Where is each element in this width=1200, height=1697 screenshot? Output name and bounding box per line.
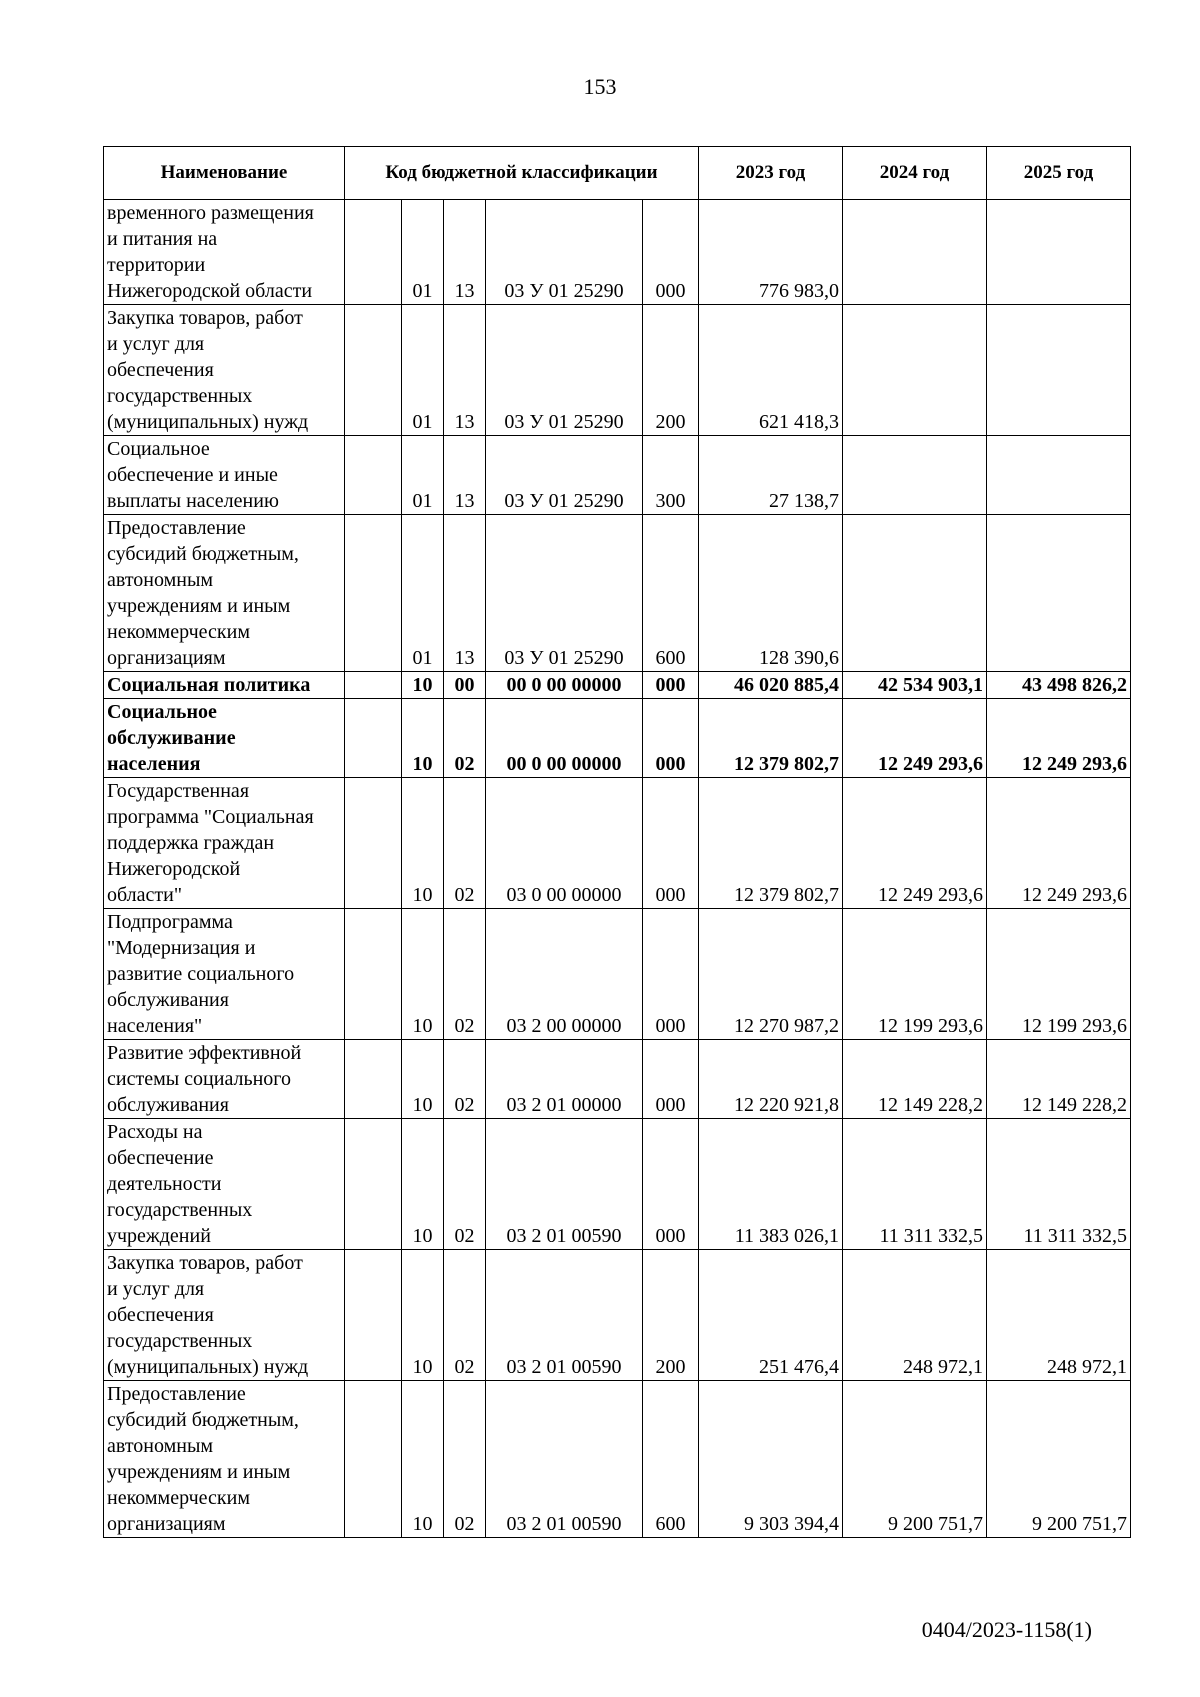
row-amount-2024: 9 200 751,7 bbox=[843, 1381, 987, 1538]
row-target-article: 03 2 01 00590 bbox=[486, 1119, 643, 1250]
table-row bbox=[104, 305, 1131, 436]
row-subsection: 13 bbox=[444, 200, 486, 305]
row-amount-2023: 12 379 802,7 bbox=[699, 778, 843, 909]
row-section: 10 bbox=[402, 909, 444, 1040]
row-section: 01 bbox=[402, 305, 444, 436]
row-empty-code bbox=[345, 200, 402, 305]
row-expense-type: 000 bbox=[643, 200, 699, 305]
row-expense-type: 000 bbox=[643, 1040, 699, 1119]
row-section: 01 bbox=[402, 515, 444, 672]
row-amount-2023: 251 476,4 bbox=[699, 1250, 843, 1381]
row-target-article: 00 0 00 00000 bbox=[486, 672, 643, 699]
row-name: Подпрограмма "Модернизация и развитие социального обслуживания населения" bbox=[104, 909, 345, 1040]
row-amount-2023: 46 020 885,4 bbox=[699, 672, 843, 699]
row-expense-type: 600 bbox=[643, 1381, 699, 1538]
table-row bbox=[104, 699, 1131, 778]
row-amount-2025: 11 311 332,5 bbox=[987, 1119, 1131, 1250]
row-empty-code bbox=[345, 699, 402, 778]
row-subsection: 02 bbox=[444, 1119, 486, 1250]
row-section: 01 bbox=[402, 436, 444, 515]
row-amount-2023: 12 220 921,8 bbox=[699, 1040, 843, 1119]
document-id: 0404/2023-1158(1) bbox=[921, 1617, 1092, 1642]
row-section: 10 bbox=[402, 672, 444, 699]
row-target-article: 03 У 01 25290 bbox=[486, 305, 643, 436]
row-target-article: 03 2 00 00000 bbox=[486, 909, 643, 1040]
table-row bbox=[104, 1250, 1131, 1381]
row-section: 10 bbox=[402, 1119, 444, 1250]
table-row bbox=[104, 1119, 1131, 1250]
row-subsection: 02 bbox=[444, 778, 486, 909]
row-amount-2023: 776 983,0 bbox=[699, 200, 843, 305]
row-amount-2025 bbox=[987, 305, 1131, 436]
row-target-article: 03 У 01 25290 bbox=[486, 436, 643, 515]
row-amount-2023: 27 138,7 bbox=[699, 436, 843, 515]
row-amount-2025: 43 498 826,2 bbox=[987, 672, 1131, 699]
row-amount-2023: 621 418,3 bbox=[699, 305, 843, 436]
row-amount-2023: 9 303 394,4 bbox=[699, 1381, 843, 1538]
row-amount-2024 bbox=[843, 436, 987, 515]
row-empty-code bbox=[345, 1040, 402, 1119]
table-row bbox=[104, 200, 1131, 305]
row-expense-type: 000 bbox=[643, 672, 699, 699]
row-section: 10 bbox=[402, 1381, 444, 1538]
row-target-article: 03 У 01 25290 bbox=[486, 200, 643, 305]
row-name: временного размещения и питания на территории Нижегородской области bbox=[104, 200, 345, 305]
row-target-article: 00 0 00 00000 bbox=[486, 699, 643, 778]
row-amount-2023: 128 390,6 bbox=[699, 515, 843, 672]
row-amount-2024: 42 534 903,1 bbox=[843, 672, 987, 699]
budget-table bbox=[103, 146, 1131, 1538]
row-name: Расходы на обеспечение деятельности государственных учреждений bbox=[104, 1119, 345, 1250]
row-section: 10 bbox=[402, 699, 444, 778]
row-empty-code bbox=[345, 1381, 402, 1538]
row-name: Социальное обслуживание населения bbox=[104, 699, 345, 778]
row-expense-type: 000 bbox=[643, 909, 699, 1040]
row-expense-type: 000 bbox=[643, 699, 699, 778]
row-target-article: 03 У 01 25290 bbox=[486, 515, 643, 672]
row-target-article: 03 2 01 00590 bbox=[486, 1381, 643, 1538]
row-amount-2025: 248 972,1 bbox=[987, 1250, 1131, 1381]
row-section: 10 bbox=[402, 1250, 444, 1381]
table-row bbox=[104, 778, 1131, 909]
row-amount-2025: 12 249 293,6 bbox=[987, 778, 1131, 909]
table-header-row bbox=[104, 147, 1131, 200]
row-empty-code bbox=[345, 305, 402, 436]
row-subsection: 02 bbox=[444, 909, 486, 1040]
row-empty-code bbox=[345, 909, 402, 1040]
row-subsection: 13 bbox=[444, 515, 486, 672]
row-subsection: 13 bbox=[444, 436, 486, 515]
row-name: Социальное обеспечение и иные выплаты населению bbox=[104, 436, 345, 515]
row-amount-2025 bbox=[987, 515, 1131, 672]
row-name: Развитие эффективной системы социального обслуживания bbox=[104, 1040, 345, 1119]
row-amount-2025: 12 199 293,6 bbox=[987, 909, 1131, 1040]
row-target-article: 03 2 01 00590 bbox=[486, 1250, 643, 1381]
row-name: Предоставление субсидий бюджетным, автономным учреждениям и иным некоммерческим организациям bbox=[104, 515, 345, 672]
row-amount-2025 bbox=[987, 436, 1131, 515]
row-subsection: 00 bbox=[444, 672, 486, 699]
table-row bbox=[104, 436, 1131, 515]
row-expense-type: 200 bbox=[643, 305, 699, 436]
row-amount-2024: 11 311 332,5 bbox=[843, 1119, 987, 1250]
row-name: Предоставление субсидий бюджетным, автономным учреждениям и иным некоммерческим организациям bbox=[104, 1381, 345, 1538]
header-2025: 2025 год bbox=[987, 147, 1131, 200]
row-empty-code bbox=[345, 1250, 402, 1381]
row-amount-2025 bbox=[987, 200, 1131, 305]
row-name: Закупка товаров, работ и услуг для обеспечения государственных (муниципальных) нужд bbox=[104, 1250, 345, 1381]
row-subsection: 02 bbox=[444, 1250, 486, 1381]
row-section: 10 bbox=[402, 778, 444, 909]
page-number: 153 bbox=[583, 74, 617, 99]
table-row bbox=[104, 909, 1131, 1040]
row-subsection: 02 bbox=[444, 1040, 486, 1119]
row-amount-2024 bbox=[843, 200, 987, 305]
row-empty-code bbox=[345, 778, 402, 909]
row-expense-type: 200 bbox=[643, 1250, 699, 1381]
row-target-article: 03 2 01 00000 bbox=[486, 1040, 643, 1119]
header-budget-code: Код бюджетной классификации bbox=[345, 147, 699, 200]
row-amount-2024: 12 149 228,2 bbox=[843, 1040, 987, 1119]
header-2024: 2024 год bbox=[843, 147, 987, 200]
row-empty-code bbox=[345, 672, 402, 699]
table-row bbox=[104, 672, 1131, 699]
row-empty-code bbox=[345, 436, 402, 515]
table-row bbox=[104, 1040, 1131, 1119]
row-amount-2023: 12 379 802,7 bbox=[699, 699, 843, 778]
row-amount-2025: 9 200 751,7 bbox=[987, 1381, 1131, 1538]
row-section: 10 bbox=[402, 1040, 444, 1119]
row-amount-2023: 11 383 026,1 bbox=[699, 1119, 843, 1250]
table-row bbox=[104, 1381, 1131, 1538]
row-section: 01 bbox=[402, 200, 444, 305]
row-subsection: 02 bbox=[444, 699, 486, 778]
row-name: Закупка товаров, работ и услуг для обеспечения государственных (муниципальных) нужд bbox=[104, 305, 345, 436]
row-subsection: 13 bbox=[444, 305, 486, 436]
row-amount-2025: 12 249 293,6 bbox=[987, 699, 1131, 778]
table-body bbox=[104, 200, 1131, 1538]
row-amount-2024: 12 249 293,6 bbox=[843, 778, 987, 909]
row-name: Социальная политика bbox=[104, 672, 345, 699]
row-amount-2024: 12 249 293,6 bbox=[843, 699, 987, 778]
row-subsection: 02 bbox=[444, 1381, 486, 1538]
row-amount-2024 bbox=[843, 515, 987, 672]
row-expense-type: 000 bbox=[643, 1119, 699, 1250]
row-expense-type: 300 bbox=[643, 436, 699, 515]
row-amount-2024 bbox=[843, 305, 987, 436]
header-2023: 2023 год bbox=[699, 147, 843, 200]
header-name: Наименование bbox=[104, 147, 345, 200]
row-empty-code bbox=[345, 515, 402, 672]
row-amount-2024: 12 199 293,6 bbox=[843, 909, 987, 1040]
row-amount-2025: 12 149 228,2 bbox=[987, 1040, 1131, 1119]
row-target-article: 03 0 00 00000 bbox=[486, 778, 643, 909]
row-empty-code bbox=[345, 1119, 402, 1250]
row-amount-2023: 12 270 987,2 bbox=[699, 909, 843, 1040]
row-expense-type: 000 bbox=[643, 778, 699, 909]
row-expense-type: 600 bbox=[643, 515, 699, 672]
table-row bbox=[104, 515, 1131, 672]
row-amount-2024: 248 972,1 bbox=[843, 1250, 987, 1381]
row-name: Государственная программа "Социальная поддержка граждан Нижегородской области" bbox=[104, 778, 345, 909]
